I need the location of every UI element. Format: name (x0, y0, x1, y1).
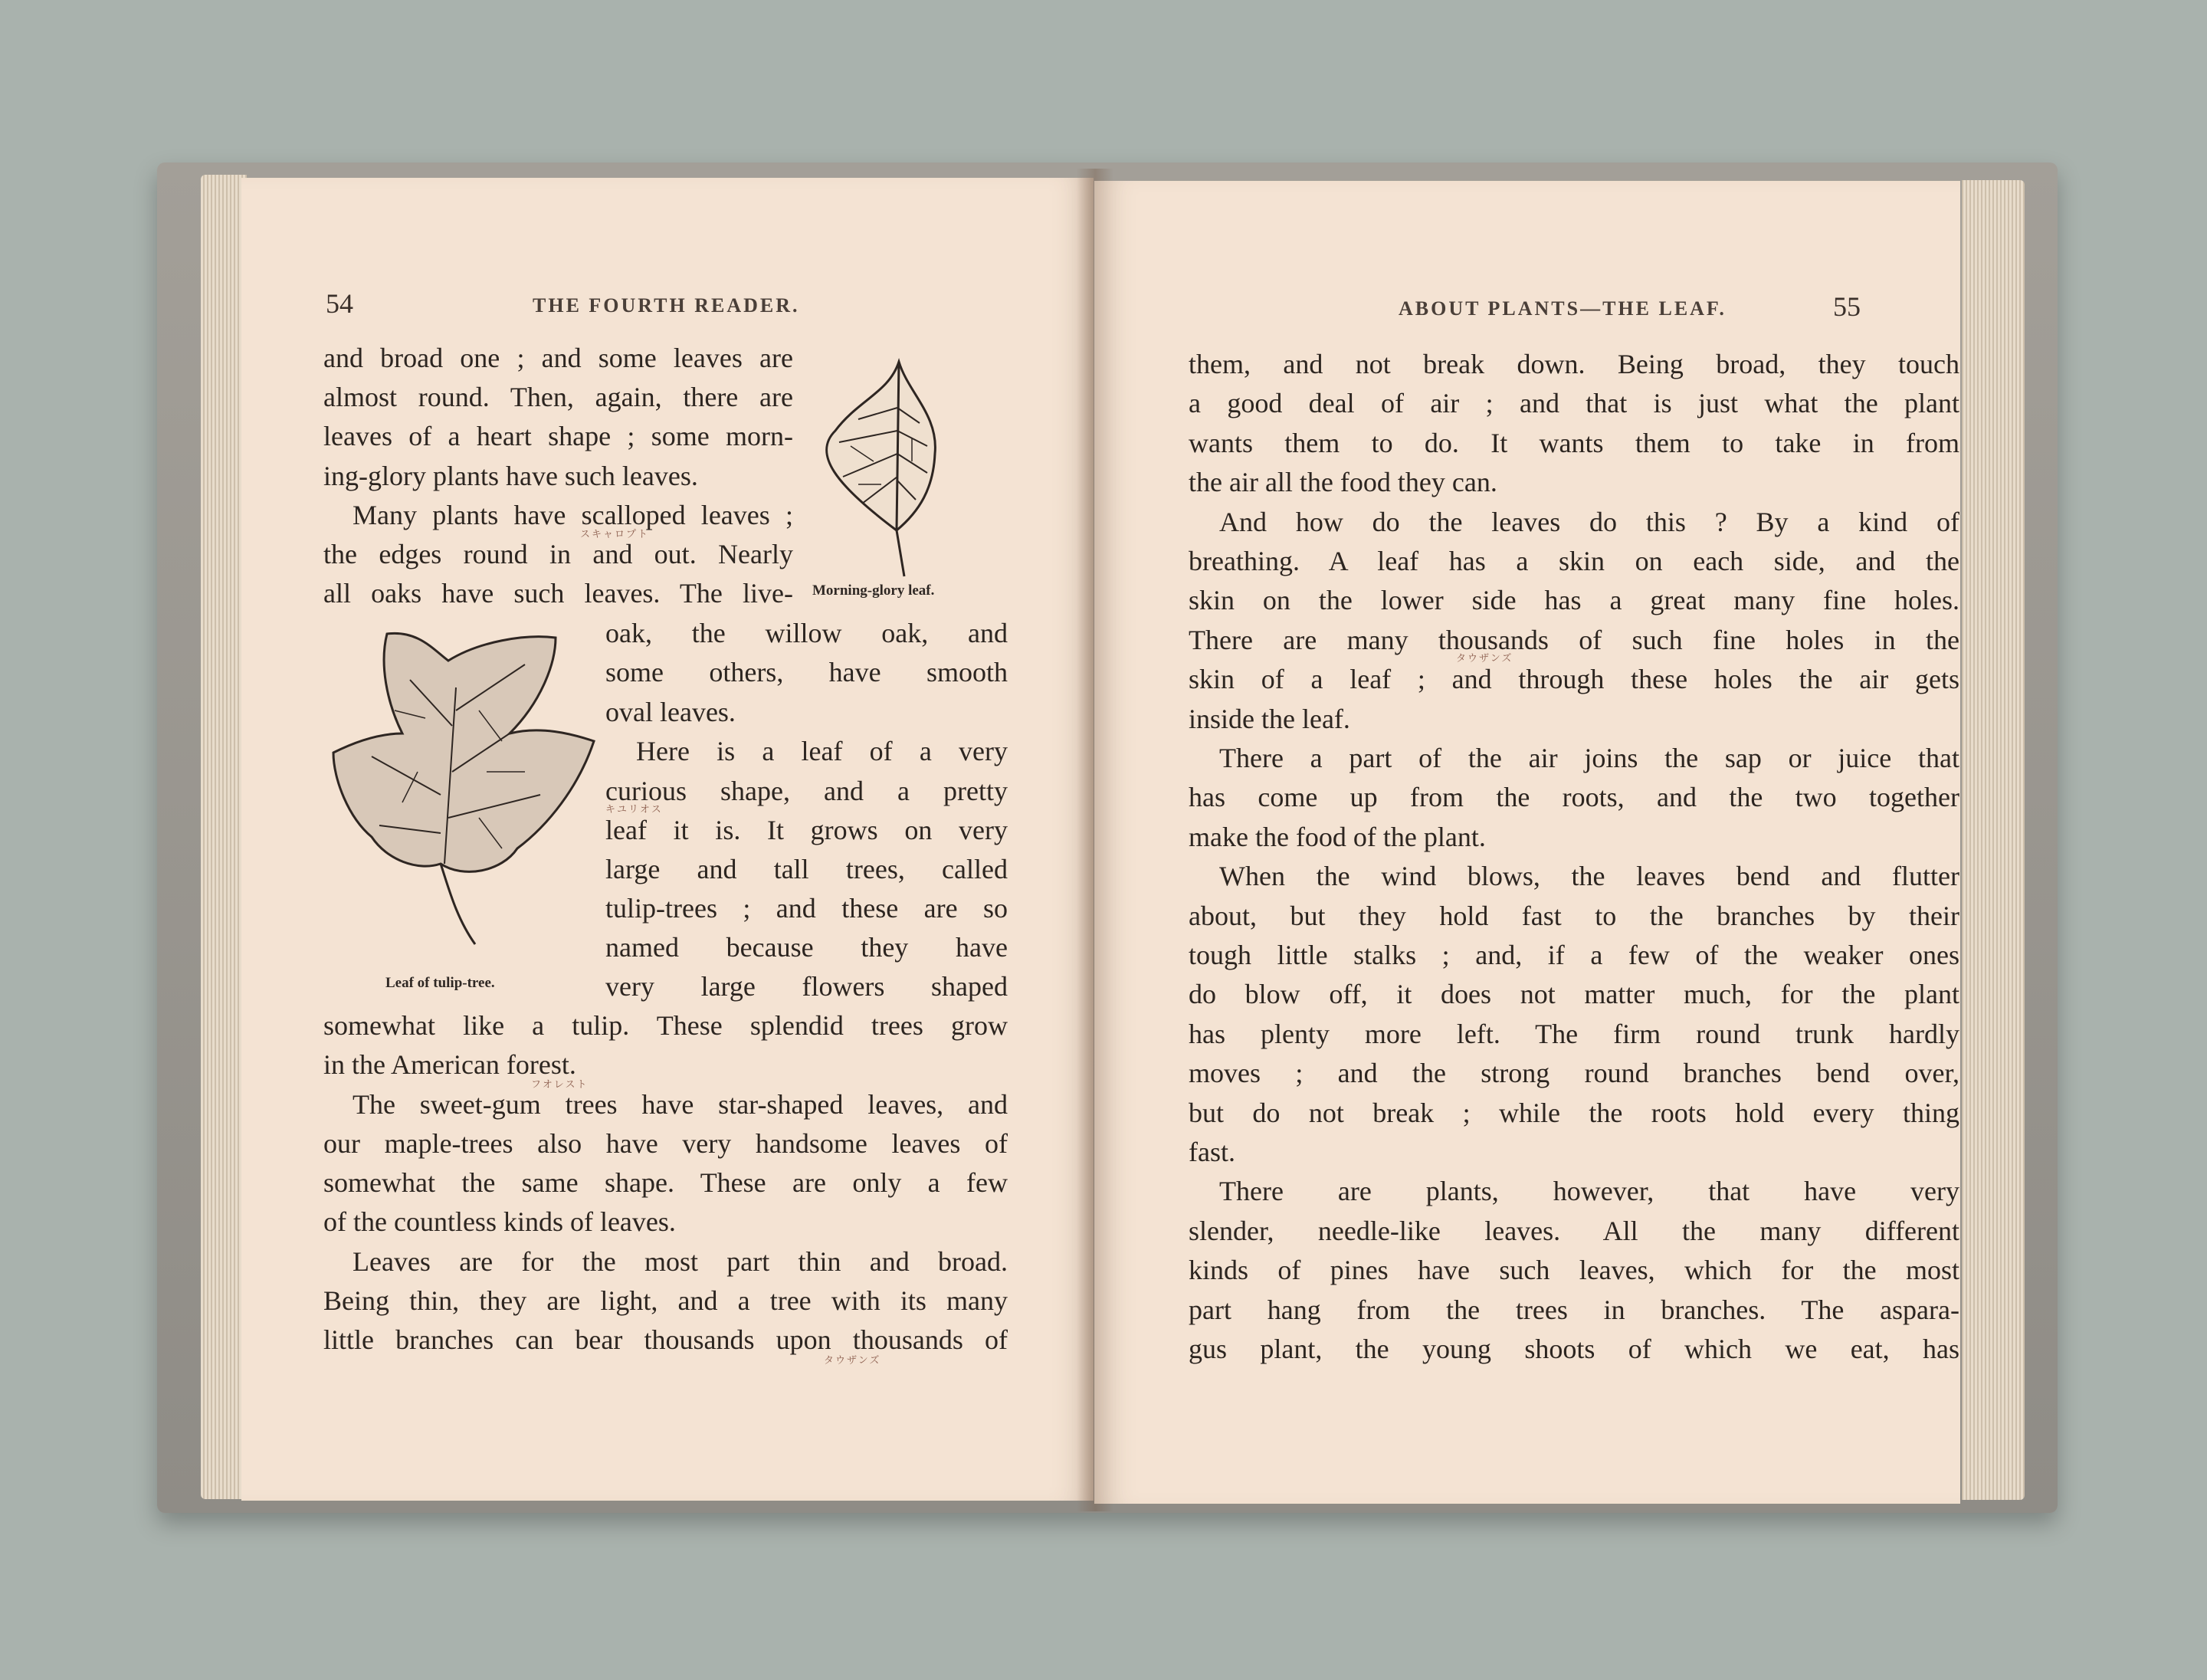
text-line: kinds of pines have such leaves, which for the most (1189, 1255, 1959, 1286)
text-line: skin on the lower side has a great many fine holes. (1189, 585, 1959, 616)
text-line: and broad one ; and some leaves are (323, 343, 793, 373)
text-line-content: tulip-trees ; and these are so (605, 893, 1008, 924)
text-line-content: named because they have (605, 932, 1008, 963)
text-line-content: somewhat like a tulip. These splendid trees grow (323, 1010, 1008, 1041)
text-line: There are many thousands of such fine holes in the (1189, 624, 1959, 655)
running-head: ABOUT PLANTS—THE LEAF. (1399, 297, 1727, 320)
tulip-tree-leaf-illustration (326, 619, 602, 948)
text-line: all oaks have such leaves. The live- (323, 578, 793, 609)
text-line: gus plant, the young shoots of which we eat, has (1189, 1334, 1959, 1364)
text-line-content: large and tall trees, called (605, 854, 1008, 884)
text-line-content: some others, have smooth (605, 657, 1008, 687)
text-line-content: leaf it is. It grows on very (605, 815, 1008, 845)
text-line-content: Being thin, they are light, and a tree with its many (323, 1285, 1008, 1316)
text-line: There a part of the air joins the sap or juice that (1219, 743, 1959, 773)
text-line: part hang from the trees in branches. The aspara- (1189, 1294, 1959, 1325)
text-line (323, 1006, 1008, 1045)
page-number: 55 (1833, 291, 1861, 322)
text-line: the air all the food they can. (1189, 467, 1497, 498)
page-edges-right (1962, 180, 2025, 1500)
text-line: breathing. A leaf has a skin on each side, and the (1189, 546, 1959, 576)
text-line: leaves of a heart shape ; some morn- (323, 421, 793, 451)
text-line (605, 614, 1008, 652)
text-line: wants them to do. It wants them to take in from (1189, 427, 1959, 458)
text-line: do blow off, it does not matter much, for the plant (1189, 979, 1959, 1010)
text-line: moves ; and the strong round branches bend over, (1189, 1058, 1959, 1089)
text-line: about, but they hold fast to the branches by their (1189, 900, 1959, 931)
text-line: in the American forest. (323, 1049, 576, 1080)
text-line: them, and not break down. Being broad, they touch (1189, 349, 1959, 379)
handwritten-note: タウザンズ (1456, 651, 1513, 664)
handwritten-note: フオレスト (531, 1078, 589, 1090)
text-line: inside the leaf. (1189, 703, 1350, 734)
text-line: tough little stalks ; and, if a few of the weaker ones (1189, 940, 1959, 970)
text-line: the edges round in and out. Nearly (323, 539, 793, 569)
text-line: has plenty more left. The firm round trunk hardly (1189, 1018, 1959, 1049)
text-line: almost round. Then, again, there are (323, 382, 793, 412)
text-line-content: Leaves are for the most part thin and broad. (353, 1246, 1008, 1277)
right-page (1094, 181, 1960, 1504)
text-line-content: oak, the willow oak, and (605, 618, 1008, 648)
text-line: And how do the leaves do this ? By a kind of (1219, 506, 1959, 537)
handwritten-note: タウザンズ (824, 1354, 881, 1366)
text-line (636, 732, 1008, 770)
figure-caption: Leaf of tulip-tree. (385, 975, 495, 991)
text-line: of the countless kinds of leaves. (323, 1206, 676, 1237)
handwritten-note: スキャロプト (580, 528, 650, 540)
text-line (323, 1124, 1008, 1163)
text-line (605, 772, 1008, 810)
text-line: When the wind blows, the leaves bend and flutter (1219, 861, 1959, 892)
text-line (353, 1242, 1008, 1281)
text-line: slender, needle-like leaves. All the many different (1189, 1215, 1959, 1246)
text-line: fast. (1189, 1137, 1235, 1167)
text-line: oval leaves. (605, 697, 736, 727)
text-line-content: little branches can bear thousands upon thousands of (323, 1324, 1008, 1355)
text-line (605, 811, 1008, 849)
text-line-content: Here is a leaf of a very (636, 736, 1008, 766)
text-line: a good deal of air ; and that is just what the plant (1189, 388, 1959, 419)
left-page (241, 178, 1094, 1501)
text-line: There are plants, however, that have very (1219, 1176, 1959, 1207)
running-head: THE FOURTH READER. (533, 294, 800, 317)
text-line (323, 1163, 1008, 1202)
text-line (323, 1281, 1008, 1320)
page-number: 54 (326, 288, 353, 319)
text-line: has come up from the roots, and the two together (1189, 782, 1959, 813)
text-line (605, 850, 1008, 888)
text-line (323, 1321, 1008, 1359)
page-edges-left (201, 175, 247, 1499)
text-line-content: our maple-trees also have very handsome leaves of (323, 1128, 1008, 1159)
figure-caption: Morning-glory leaf. (812, 582, 935, 599)
text-line-content: curious shape, and a pretty (605, 776, 1008, 806)
text-line: make the food of the plant. (1189, 821, 1486, 852)
text-line (605, 653, 1008, 691)
text-line: Many plants have scalloped leaves ; (353, 500, 793, 530)
text-line (605, 889, 1008, 927)
text-line (605, 928, 1008, 966)
text-line: ing-glory plants have such leaves. (323, 461, 698, 491)
text-line: skin of a leaf ; and through these holes the air gets (1189, 664, 1959, 695)
handwritten-note: キユリオス (605, 803, 663, 815)
text-line-content: very large flowers shaped (605, 971, 1008, 1002)
text-line-content: The sweet-gum trees have star-shaped leaves, and (353, 1089, 1008, 1120)
text-line (605, 967, 1008, 1006)
text-line (353, 1085, 1008, 1124)
text-line-content: somewhat the same shape. These are only a few (323, 1167, 1008, 1198)
text-line: but do not break ; while the roots hold every thing (1189, 1097, 1959, 1128)
